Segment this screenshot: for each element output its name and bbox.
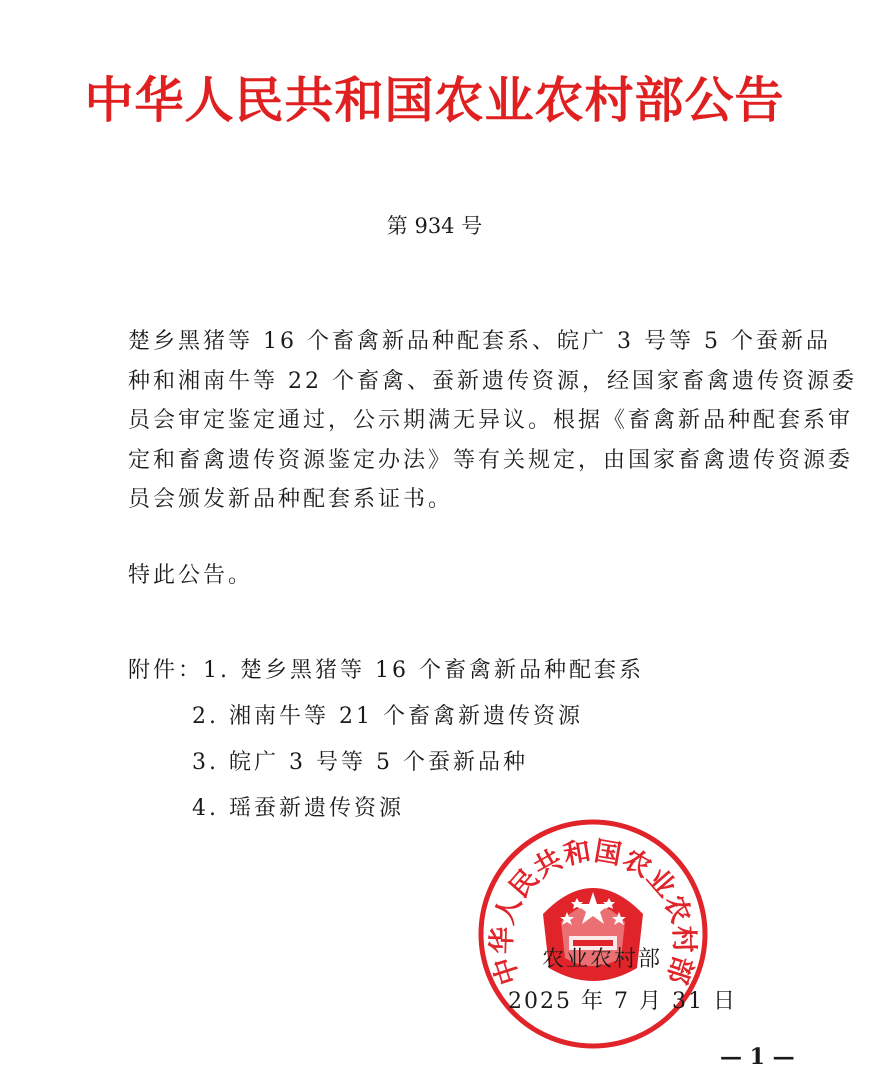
document-number: 第 934 号: [386, 214, 483, 238]
closing-statement: 特此公告。: [128, 563, 254, 588]
attachment-item: 3. 皖广 3 号等 5 个蚕新品种: [192, 750, 528, 775]
attachment-item: 4. 瑶蚕新遗传资源: [192, 796, 404, 821]
body-line: 种和湘南牛等 22 个畜禽、蚕新遗传资源，经国家畜禽遗传资源委: [128, 368, 857, 394]
body-line: 定和畜禽遗传资源鉴定办法》等有关规定，由国家畜禽遗传资源委: [128, 447, 854, 473]
body-line: 楚乡黑猪等 16 个畜禽新品种配套系、皖广 3 号等 5 个蚕新品: [128, 329, 831, 354]
attachment-item: 附件：1. 楚乡黑猪等 16 个畜禽新品种配套系: [128, 658, 644, 683]
page-number: — 1 —: [720, 1044, 795, 1070]
body-line: 员会审定鉴定通过，公示期满无异议。根据《畜禽新品种配套系审: [128, 408, 854, 433]
seal-text: 中华人民共和国农业农村部: [486, 835, 700, 989]
issuing-authority: 农业农村部: [542, 947, 663, 972]
attachments-list: [128, 648, 644, 832]
announcement-masthead: 中华人民共和国农业农村部公告: [84, 72, 785, 129]
attachment-item: 2. 湘南牛等 21 个畜禽新遗传资源: [192, 704, 583, 729]
issue-date: 2025 年 7 月 31 日: [508, 989, 737, 1014]
announcement-body: [128, 322, 857, 520]
body-line: 员会颁发新品种配套系证书。: [128, 487, 454, 512]
official-seal-icon: [477, 818, 709, 1050]
